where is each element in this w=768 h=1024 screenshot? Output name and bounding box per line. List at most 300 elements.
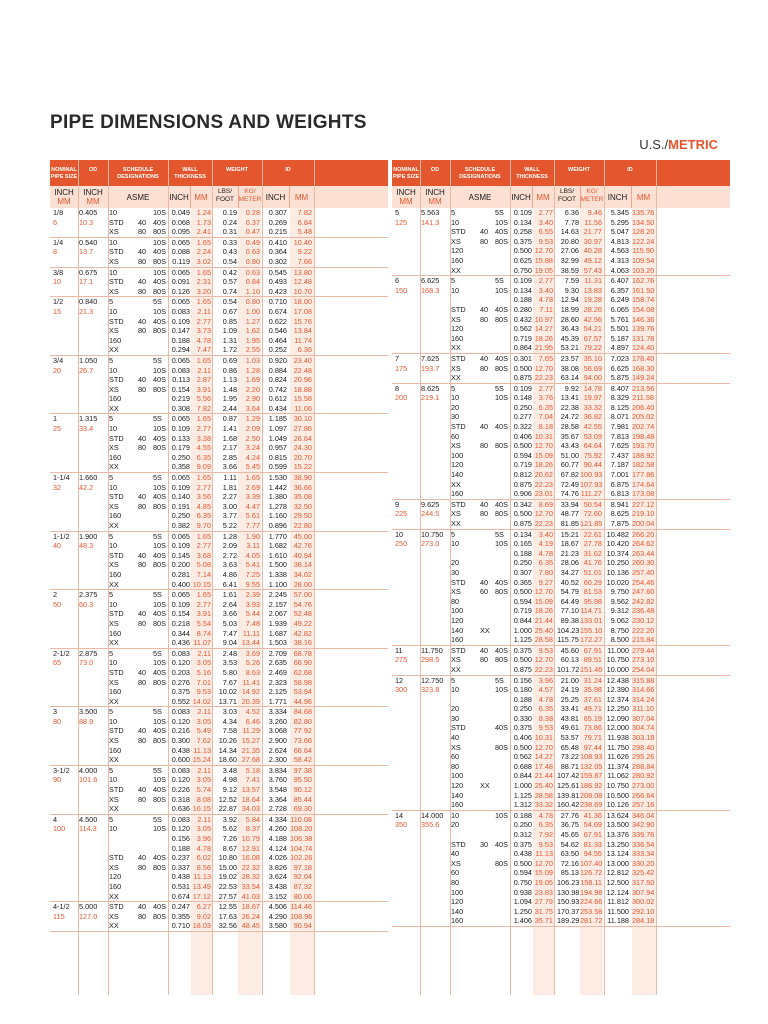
nominal-size: 125 — [395, 217, 408, 227]
table-row — [392, 470, 730, 480]
header-unit-mm — [631, 193, 656, 202]
table-cell: 0.500 — [513, 858, 532, 868]
table-cell: 0.065 — [171, 414, 190, 424]
table-row — [392, 519, 730, 529]
table-body — [50, 208, 388, 932]
table-cell: 64.49 — [560, 596, 579, 606]
table-cell: 40S — [153, 217, 166, 227]
nominal-size: 3 — [53, 707, 58, 717]
table-row — [392, 549, 730, 559]
table-cell: 40 — [138, 785, 147, 795]
table-cell: 67.57 — [583, 333, 602, 343]
table-cell: 17.48 — [534, 761, 553, 771]
table-cell: 0.281 — [171, 569, 190, 579]
table-cell: 146.36 — [632, 314, 655, 324]
table-cell: 81.53 — [583, 587, 602, 597]
table-cell: 1.442 — [268, 482, 287, 492]
table-cell: 19.05 — [534, 265, 553, 275]
table-cell: STD — [451, 353, 466, 363]
table-row — [50, 394, 388, 404]
table-cell: 22.23 — [534, 519, 553, 528]
table-cell: 13.49 — [192, 881, 211, 891]
table-cell: 3.53 — [222, 658, 237, 668]
unit-indicator — [639, 137, 718, 152]
table-cell: 0.54 — [222, 256, 237, 266]
table-cell: 7.92 — [538, 830, 553, 839]
table-cell: 0.500 — [513, 655, 532, 665]
table-cell: 101.72 — [557, 664, 580, 674]
outer-diameter: 219.1 — [421, 393, 440, 403]
table-cell: 1.95 — [245, 335, 260, 345]
header-id: ID — [627, 167, 633, 173]
table-cell: 40 — [480, 227, 489, 237]
table-row — [50, 434, 388, 444]
table-cell: 0.250 — [171, 452, 190, 462]
table-cell: 0.083 — [171, 648, 190, 658]
table-cell: STD — [451, 227, 466, 237]
table-cell: 10.31 — [534, 431, 553, 441]
table-cell: 5S — [153, 473, 162, 483]
table-cell: 5S — [495, 208, 504, 217]
table-cell: 0.134 — [513, 529, 532, 539]
table-cell: XS — [109, 677, 119, 687]
table-cell: 3.05 — [196, 716, 211, 726]
table-cell: 40 — [138, 667, 147, 677]
table-cell: 3.76 — [538, 393, 553, 403]
table-cell: 109.54 — [632, 255, 655, 265]
table-cell: 5.501 — [610, 324, 629, 334]
table-cell: 0.145 — [171, 550, 190, 560]
nominal-size: 1 — [53, 414, 58, 424]
table-cell: 1.160 — [268, 511, 287, 521]
table-row — [392, 334, 730, 344]
table-cell: 1.094 — [513, 897, 532, 907]
table-cell: 0.28 — [245, 208, 260, 217]
outer-diameter: 10.750 — [421, 529, 444, 539]
table-cell: 7.62 — [196, 736, 211, 746]
table-cell: STD — [109, 902, 124, 912]
table-cell: 0.277 — [513, 412, 532, 422]
table-cell: 65.19 — [583, 713, 602, 723]
table-cell: 40S — [495, 422, 508, 432]
table-cell: 0.083 — [171, 365, 190, 375]
table-cell: 155.10 — [580, 625, 603, 635]
table-cell: 1.68 — [222, 433, 237, 443]
table-row — [392, 733, 730, 743]
table-cell: 12.70 — [534, 509, 553, 519]
table-cell: 10.97 — [534, 314, 553, 324]
table-cell: 3.92 — [222, 814, 237, 824]
outer-diameter: 168.3 — [421, 285, 440, 295]
table-cell: 266.20 — [632, 529, 655, 539]
table-cell: 40S — [153, 726, 166, 736]
table-cell: 14.27 — [534, 324, 553, 334]
table-cell: 20.62 — [534, 470, 553, 480]
table-cell: 40 — [451, 849, 460, 859]
table-cell: 339.76 — [632, 830, 655, 839]
table-row — [392, 286, 730, 296]
header-unit-label: ASME — [126, 193, 150, 202]
table-cell: 40S — [495, 723, 508, 733]
table-cell: 0.109 — [171, 316, 190, 326]
table-cell: 124.40 — [632, 343, 655, 353]
table-cell: 120 — [451, 781, 464, 791]
nominal-size: 80 — [53, 716, 62, 726]
table-row — [392, 704, 730, 714]
table-row — [392, 364, 730, 374]
table-cell: 0.85 — [222, 316, 237, 326]
table-cell: 36.75 — [560, 820, 579, 830]
table-cell: 40 — [138, 726, 147, 736]
table-cell: 254.46 — [632, 577, 655, 587]
table-cell: 2.69 — [245, 482, 260, 492]
header-unit-kg — [238, 188, 262, 203]
table-cell: 0.906 — [513, 489, 532, 499]
table-cell: 111.27 — [580, 489, 602, 499]
table-cell: 281.72 — [580, 916, 603, 926]
table-cell: 4.98 — [222, 775, 237, 785]
table-row — [50, 815, 388, 825]
outer-diameter: 323.8 — [421, 685, 440, 695]
table-cell: 3.40 — [538, 285, 553, 295]
header-unit-label: LBS/ FOOT — [215, 188, 235, 203]
table-cell: 0.083 — [171, 306, 190, 316]
table-cell: 5.84 — [245, 814, 260, 824]
table-cell: 80S — [495, 858, 508, 868]
table-cell: 10.31 — [534, 733, 553, 743]
table-cell: 108.96 — [290, 911, 313, 921]
table-cell: 1.95 — [222, 394, 237, 404]
header-unit-label: LBS/ FOOT — [557, 188, 577, 203]
table-cell: 189.29 — [557, 916, 580, 926]
nominal-size: 20 — [53, 365, 62, 375]
nominal-size: 12 — [395, 675, 404, 685]
table-cell: 0.80 — [245, 256, 260, 266]
table-cell: 1.28 — [245, 365, 260, 375]
table-cell: 2.11 — [197, 365, 211, 375]
table-cell: 5 — [451, 529, 456, 539]
table-cell: 0.625 — [513, 255, 532, 265]
pipe-size-group — [50, 590, 388, 649]
table-cell: 5 — [109, 765, 114, 775]
table-cell: 0.188 — [513, 810, 532, 820]
table-cell: 20.80 — [560, 236, 579, 246]
table-cell: 5S — [495, 675, 504, 685]
table-cell: 23.57 — [560, 353, 579, 363]
table-row — [392, 208, 730, 218]
table-cell: 0.065 — [171, 355, 190, 365]
table-cell: 28.00 — [293, 579, 312, 589]
table-cell: 5.44 — [245, 609, 260, 619]
table-cell: 3.91 — [196, 609, 211, 619]
table-cell: 8.18 — [538, 422, 553, 432]
table-cell: 1.610 — [268, 550, 287, 560]
table-cell: 53.21 — [560, 343, 579, 353]
table-cell: 0.594 — [513, 450, 532, 460]
pipe-size-group — [50, 902, 388, 932]
table-cell: 1.406 — [513, 916, 532, 926]
table-cell: 7.813 — [610, 431, 629, 441]
table-row — [392, 373, 730, 383]
table-cell: 273.00 — [632, 781, 655, 791]
table-cell: 13.57 — [241, 785, 260, 795]
table-cell: 0.375 — [171, 687, 190, 697]
table-row — [392, 635, 730, 645]
table-cell: 14.27 — [534, 752, 553, 762]
table-cell: 18.26 — [534, 606, 553, 616]
table-cell: 0.750 — [513, 265, 532, 275]
table-row — [392, 227, 730, 237]
table-cell: 7.981 — [610, 422, 629, 432]
table-row — [50, 912, 388, 922]
table-row — [50, 678, 388, 688]
table-cell: 107.93 — [580, 479, 603, 489]
table-cell: 1.27 — [245, 316, 260, 326]
table-cell: 28.58 — [560, 422, 579, 432]
outer-diameter: 2.875 — [79, 648, 98, 658]
table-cell: 40 — [480, 499, 489, 509]
table-cell: 19.97 — [583, 393, 602, 403]
table-row — [50, 785, 388, 795]
table-row — [50, 511, 388, 521]
table-cell: 128.20 — [632, 227, 655, 237]
header-unit-label: INCH — [54, 188, 74, 197]
table-cell: 12.48 — [293, 277, 312, 287]
table-row — [50, 227, 388, 237]
table-cell: 20 — [451, 402, 460, 412]
table-cell: 3.02 — [196, 256, 211, 266]
table-cell: 10S — [495, 217, 508, 227]
table-cell: 0.120 — [171, 658, 190, 668]
header-unit-label: MM — [536, 193, 550, 202]
table-cell: 108.20 — [290, 824, 313, 834]
table-cell: 7.001 — [610, 470, 629, 480]
table-cell: 77.10 — [560, 606, 579, 616]
table-cell: 3.40 — [538, 529, 553, 539]
table-cell: 0.109 — [171, 424, 190, 434]
table-cell: 6.625 — [610, 363, 629, 373]
table-cell: 0.63 — [245, 247, 260, 257]
table-row — [50, 541, 388, 551]
nominal-size: 14 — [395, 810, 404, 820]
nominal-size: 3/4 — [53, 355, 64, 365]
table-cell: 0.80 — [245, 297, 260, 307]
table-cell: XX — [109, 921, 119, 931]
table-cell: 0.308 — [171, 403, 190, 413]
table-row — [392, 441, 730, 451]
table-cell: 10.26 — [218, 736, 237, 746]
table-cell: 257.16 — [632, 800, 655, 810]
table-cell: 56.69 — [583, 363, 602, 373]
table-cell: 26.24 — [241, 911, 260, 921]
table-cell: 314.24 — [632, 694, 655, 704]
table-cell: 0.250 — [513, 558, 532, 568]
table-cell: 5 — [451, 383, 456, 393]
table-cell: 2.87 — [196, 375, 211, 385]
table-row — [392, 354, 730, 364]
table-cell: 307.94 — [632, 887, 655, 897]
table-cell: 295.26 — [632, 752, 655, 762]
table-cell: 27.06 — [560, 246, 579, 256]
table-cell: 4.78 — [538, 295, 553, 305]
table-cell: 40S — [495, 353, 508, 363]
table-cell: 7.80 — [538, 567, 553, 577]
table-cell: 23.40 — [293, 355, 312, 365]
table-cell: 9.46 — [587, 208, 602, 217]
table-cell: 80S — [153, 384, 166, 394]
table-cell: 15.24 — [192, 755, 211, 765]
table-cell: 173.08 — [632, 489, 655, 499]
header-unit-label: KG/ METER — [580, 188, 604, 203]
table-cell: 311.10 — [632, 704, 654, 714]
table-cell: 0.318 — [171, 794, 190, 804]
table-cell: 0.710 — [171, 921, 190, 931]
header-schedule: SCHEDULE DESIGNATIONS — [459, 167, 501, 180]
table-cell: 28.06 — [560, 558, 579, 568]
table-cell: 10.750 — [606, 655, 629, 665]
table-cell: 5 — [451, 276, 456, 286]
table-cell: 3.64 — [245, 403, 260, 413]
table-cell: 260.30 — [632, 558, 655, 568]
table-cell: 174.64 — [632, 479, 655, 489]
table-cell: 6.065 — [610, 304, 629, 314]
table-cell: 160 — [109, 628, 122, 638]
table-row — [50, 844, 388, 854]
table-cell: 7.48 — [245, 618, 260, 628]
table-cell: 0.406 — [513, 431, 532, 441]
table-cell: 80S — [495, 742, 508, 752]
table-cell: 0.875 — [513, 664, 532, 674]
table-cell: 27.79 — [534, 897, 553, 907]
table-cell: 4.813 — [610, 236, 629, 246]
table-cell: 12.374 — [606, 694, 629, 704]
table-cell: 7.187 — [610, 460, 629, 470]
outer-diameter: 298.5 — [421, 655, 440, 665]
table-cell: 0.134 — [513, 285, 532, 295]
table-cell: 140 — [451, 906, 464, 916]
pipe-table-left — [50, 160, 388, 995]
outer-diameter: 73.0 — [79, 658, 94, 668]
table-cell: 73.86 — [583, 723, 602, 733]
table-cell: 80S — [495, 314, 508, 324]
table-cell: 0.844 — [513, 615, 532, 625]
table-cell: 12.52 — [218, 794, 237, 804]
table-cell: 43.43 — [560, 441, 579, 451]
table-cell: 104.74 — [290, 843, 313, 853]
table-cell: 7.25 — [245, 569, 260, 579]
header-schedule: SCHEDULE DESIGNATIONS — [117, 167, 159, 180]
table-row — [392, 384, 730, 394]
table-cell: 2.20 — [245, 384, 260, 394]
table-cell: 12.70 — [534, 363, 553, 373]
table-cell: 34.03 — [241, 804, 260, 814]
table-cell: 53.09 — [583, 431, 602, 441]
table-cell: 0.300 — [171, 736, 190, 746]
table-cell: 1.65 — [196, 355, 211, 365]
table-cell: 80S — [153, 677, 166, 687]
table-cell: 7.67 — [222, 677, 237, 687]
table-cell: 10S — [153, 541, 166, 551]
table-cell: 36.82 — [583, 412, 602, 422]
table-row — [50, 473, 388, 483]
table-cell: 0.500 — [513, 246, 532, 256]
table-cell: 6.84 — [297, 217, 312, 227]
header-unit-label: MM — [57, 197, 71, 206]
table-cell: 40S — [495, 645, 508, 655]
table-cell: 0.126 — [171, 286, 190, 296]
nominal-size: 3/8 — [53, 267, 64, 277]
table-cell: 100 — [451, 450, 464, 460]
table-cell: 80S — [495, 509, 508, 519]
table-cell: 13.44 — [241, 638, 260, 648]
table-cell: 21.95 — [534, 343, 553, 353]
table-cell: 10S — [153, 775, 166, 785]
table-cell: 20 — [451, 558, 460, 568]
table-cell: 3.03 — [222, 707, 237, 717]
table-cell: 9.55 — [245, 579, 260, 589]
table-cell: 12.70 — [534, 441, 553, 451]
table-cell: 0.083 — [171, 707, 190, 717]
table-cell: 22.48 — [293, 365, 312, 375]
table-cell: 10.482 — [606, 529, 629, 539]
table-cell: 80 — [138, 736, 147, 746]
table-cell: 13.000 — [606, 858, 629, 868]
outer-diameter: 48.3 — [79, 541, 94, 551]
table-cell: 0.742 — [268, 384, 287, 394]
table-cell: 40 — [480, 422, 489, 432]
table-cell: 40S — [153, 247, 166, 257]
nominal-size: 2-1/2 — [53, 648, 70, 658]
table-cell: 33.41 — [560, 704, 579, 714]
table-cell: 0.301 — [513, 353, 532, 363]
table-row — [50, 208, 388, 218]
table-cell: 2.09 — [222, 541, 237, 551]
table-cell: 5 — [109, 414, 114, 424]
table-cell: 18.88 — [293, 384, 312, 394]
table-cell: 74.76 — [560, 489, 579, 499]
table-cell: XX — [109, 891, 119, 901]
table-cell: 0.406 — [513, 733, 532, 743]
table-cell: 80S — [495, 236, 508, 246]
table-cell: 160 — [109, 687, 122, 697]
table-cell: 15.27 — [241, 736, 260, 746]
table-cell: 211.58 — [632, 393, 654, 403]
table-cell: 7.875 — [610, 519, 629, 528]
table-row — [392, 276, 730, 286]
table-cell: 1.62 — [245, 326, 260, 336]
column-divider — [580, 186, 581, 208]
table-cell: 2.24 — [196, 247, 211, 257]
table-cell: 23.83 — [534, 887, 553, 897]
table-cell: 0.109 — [513, 208, 532, 217]
table-cell: 31.62 — [583, 548, 602, 558]
table-cell: 40.28 — [583, 246, 602, 256]
table-row — [50, 492, 388, 502]
table-cell: 40S — [153, 853, 166, 863]
table-cell: 300.02 — [632, 897, 655, 907]
table-cell: 4.124 — [268, 843, 287, 853]
table-cell: 27.86 — [293, 424, 312, 434]
table-cell: 80 — [480, 655, 489, 665]
table-cell: 160 — [109, 511, 122, 521]
table-cell: 1.48 — [222, 384, 237, 394]
table-row — [392, 246, 730, 256]
outer-diameter: 244.5 — [421, 509, 440, 519]
table-cell: 95.98 — [583, 596, 602, 606]
table-cell: XX — [451, 519, 461, 528]
table-cell: 12.94 — [560, 295, 579, 305]
table-cell: 1.771 — [268, 696, 287, 706]
